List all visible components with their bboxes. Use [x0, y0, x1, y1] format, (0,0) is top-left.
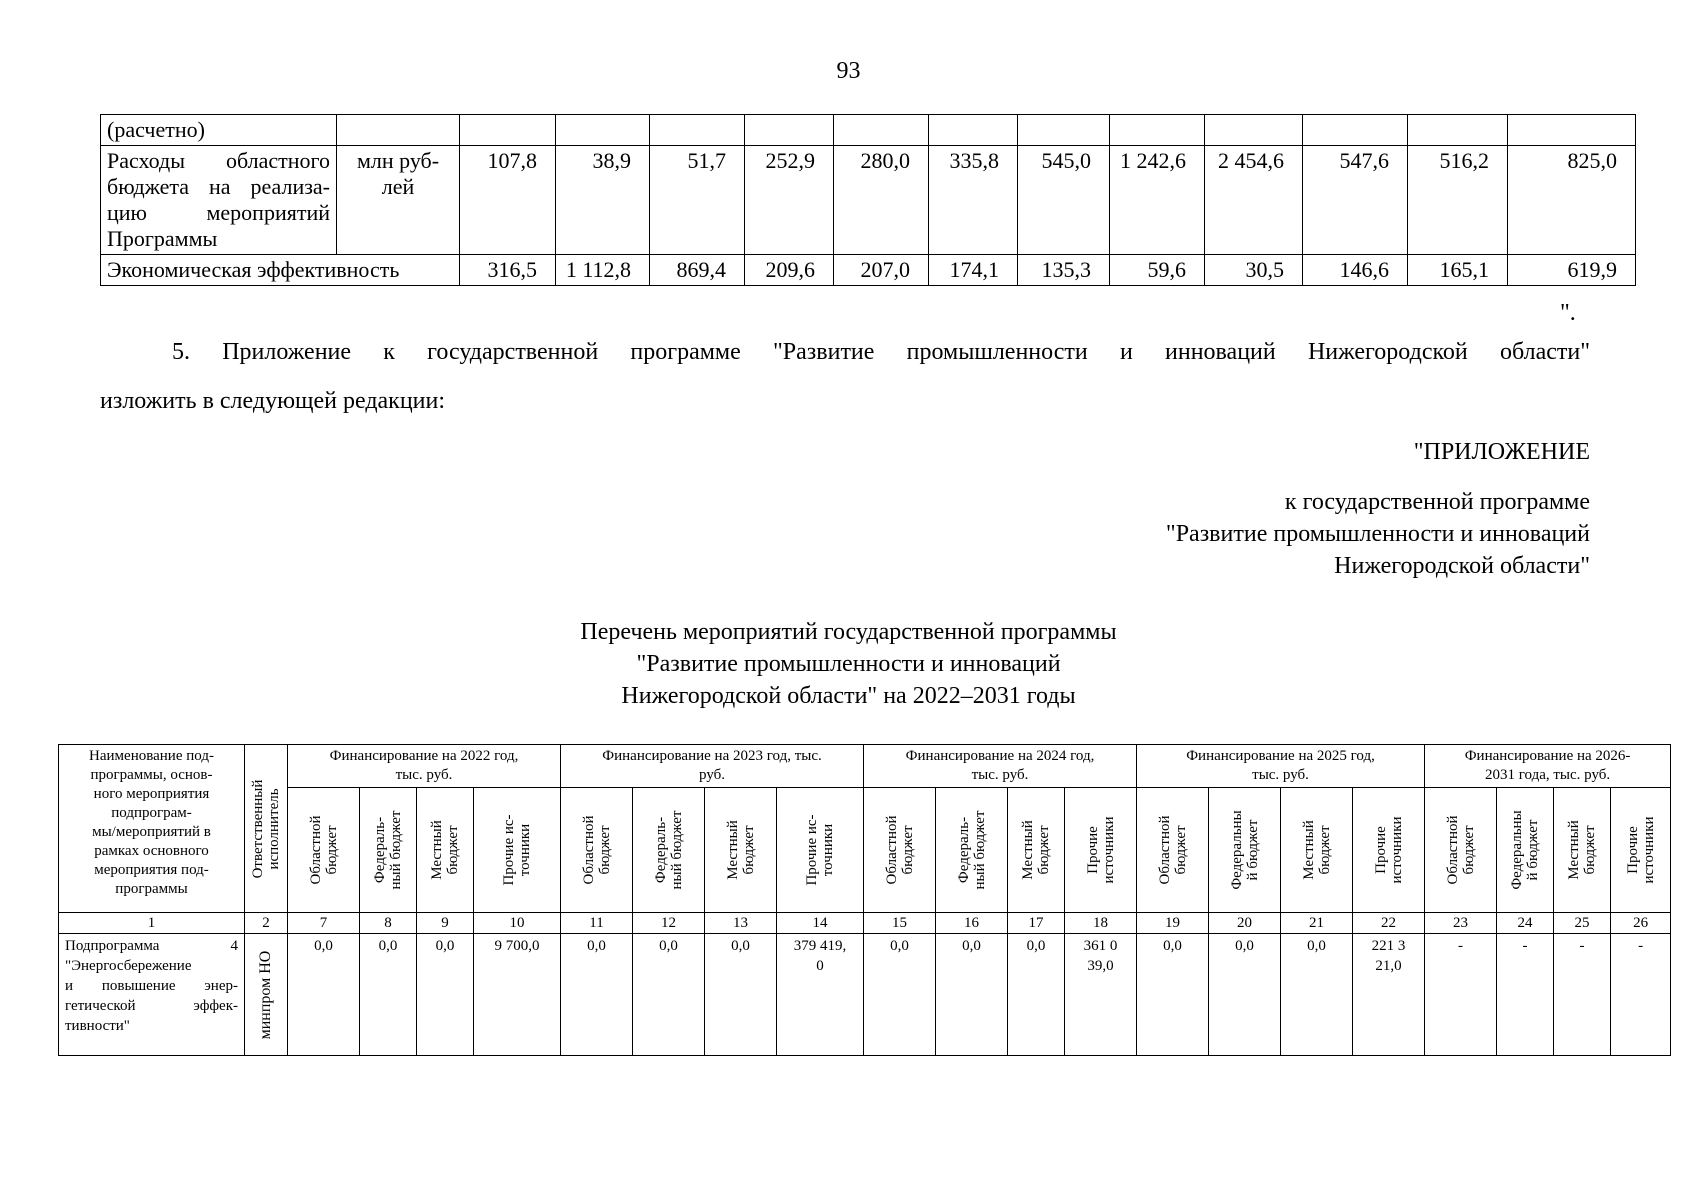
table-cell	[337, 115, 460, 146]
value-cell: 30,5	[1205, 255, 1303, 286]
subheader-line: Местный	[429, 820, 445, 880]
efficiency-table	[100, 114, 1636, 286]
subheader-text	[956, 811, 988, 890]
table-row	[101, 255, 1636, 286]
list-title	[0, 616, 1697, 712]
list-title-line: "Развитие промышленности и инноваций	[636, 651, 1061, 677]
value-line: -	[1458, 938, 1464, 954]
column-number: 21	[1281, 913, 1353, 934]
closing-quote: ".	[1560, 300, 1576, 326]
subheader-text	[1157, 815, 1189, 884]
column-number: 18	[1065, 913, 1137, 934]
appendix-heading: "ПРИЛОЖЕНИЕ	[1413, 439, 1590, 465]
group-header	[864, 745, 1137, 788]
subheader-cell	[561, 788, 633, 913]
subheader-line: Федераль-	[372, 816, 388, 884]
subheader-line: Областной	[883, 815, 900, 885]
name-header-line: мы/мероприятий в	[92, 824, 211, 840]
table-cell	[1303, 115, 1408, 146]
subheader-line: источники	[1640, 816, 1657, 884]
value-line: -	[1638, 938, 1644, 954]
subheader-text	[1509, 810, 1541, 889]
subheader-text	[1445, 815, 1477, 884]
subheader-line: Местный	[1566, 820, 1583, 880]
value-cell: 252,9	[745, 146, 834, 255]
row-label-cell: (расчетно)	[101, 115, 337, 146]
subheader-line: Прочие ис-	[804, 814, 821, 886]
measures-table	[58, 744, 1671, 1056]
subheader-line: Местный	[724, 820, 741, 880]
value-cell	[1008, 934, 1065, 1056]
value-line: 0,0	[1307, 938, 1326, 954]
subheader-line: ный бюджет	[668, 810, 685, 890]
value-line: 21,0	[1375, 958, 1402, 974]
value-cell	[864, 934, 936, 1056]
unit-line: млн руб-	[356, 148, 440, 173]
list-title-line: Перечень мероприятий государственной программы	[580, 619, 1117, 645]
value-cell	[1611, 934, 1671, 1056]
group-header-line: руб.	[699, 767, 726, 783]
appendix-subheading	[1166, 486, 1590, 582]
subheader-cell	[288, 788, 360, 913]
column-number-row	[59, 913, 1671, 934]
subheader-line: источники	[1100, 816, 1117, 884]
value-line: 0,0	[731, 938, 750, 954]
subheader-cell	[1281, 788, 1353, 913]
subheader-text	[1085, 816, 1117, 883]
subheader-line: бюджет	[596, 825, 613, 875]
value-cell: 146,6	[1303, 255, 1408, 286]
column-number: 24	[1497, 913, 1554, 934]
page-number: 93	[836, 58, 861, 84]
subheader-line: бюджет	[1460, 825, 1477, 875]
column-number: 13	[705, 913, 777, 934]
paragraph-line-2: изложить в следующей редакции:	[100, 388, 446, 414]
column-number: 9	[417, 913, 474, 934]
group-header-line: тыс. руб.	[971, 767, 1029, 783]
column-number: 1	[59, 913, 245, 934]
subprogram-name-cell	[59, 934, 245, 1056]
table-cell	[834, 115, 929, 146]
appendix-subheading-line: Нижегородской области"	[1334, 553, 1590, 579]
value-cell: 38,9	[556, 146, 650, 255]
subheader-text	[1625, 816, 1657, 883]
column-number: 20	[1209, 913, 1281, 934]
subheader-line: бюджет	[899, 825, 916, 875]
subheader-text	[804, 814, 836, 885]
column-number: 10	[474, 913, 561, 934]
row-label-line: Программы	[107, 226, 218, 251]
subheader-line: бюджет	[1036, 825, 1053, 875]
subheader-line: бюджет	[1172, 825, 1189, 875]
value-line: 379 419,	[793, 938, 847, 954]
subheader-text	[1566, 820, 1598, 880]
name-header-line: Наименование под-	[89, 748, 214, 764]
subheader-line: Федераль-	[652, 816, 669, 884]
name-header-line: подпрограм-	[111, 805, 192, 821]
value-cell: 316,5	[460, 255, 556, 286]
value-cell: 280,0	[834, 146, 929, 255]
executor-header-line: исполнитель	[266, 787, 282, 870]
executor-text: минпром НО	[257, 950, 274, 1039]
value-line: 9 700,0	[494, 938, 540, 954]
subheader-line: Областной	[307, 815, 324, 885]
value-line: 0,0	[587, 938, 606, 954]
group-header	[1137, 745, 1425, 788]
subheader-line: ный бюджет	[388, 810, 404, 890]
subheader-text	[372, 811, 404, 890]
subheader-line: Федераль-	[955, 816, 972, 884]
value-cell	[777, 934, 864, 1056]
subprogram-name-line: тивности"	[65, 1018, 130, 1034]
value-line: 221 3	[1371, 938, 1406, 954]
table-cell	[460, 115, 556, 146]
table-cell	[1110, 115, 1205, 146]
subheader-line: источники	[1388, 816, 1405, 884]
subheader-line: Местный	[1020, 820, 1037, 880]
row-label-cell: Экономическая эффективность	[101, 255, 460, 286]
subheader-text	[581, 815, 613, 884]
unit-cell	[337, 146, 460, 255]
subheader-text	[884, 815, 916, 884]
value-cell: 619,9	[1508, 255, 1636, 286]
value-cell	[1065, 934, 1137, 1056]
column-number: 22	[1353, 913, 1425, 934]
value-cell	[288, 934, 360, 1056]
column-number: 12	[633, 913, 705, 934]
column-number: 16	[936, 913, 1008, 934]
name-header-line: программы, основ-	[90, 767, 213, 783]
value-cell: 59,6	[1110, 255, 1205, 286]
row-label-line: цию мероприятий	[107, 200, 330, 225]
subheader-cell	[777, 788, 864, 913]
subheader-cell	[864, 788, 936, 913]
unit-line: лей	[381, 174, 415, 199]
subheader-cell	[1353, 788, 1425, 913]
column-number: 15	[864, 913, 936, 934]
subheader-cell	[1137, 788, 1209, 913]
table-cell	[650, 115, 745, 146]
value-cell: 107,8	[460, 146, 556, 255]
value-line: 0,0	[1235, 938, 1254, 954]
executor-cell	[245, 934, 288, 1056]
subheader-cell	[1065, 788, 1137, 913]
subheader-cell	[474, 788, 561, 913]
value-cell	[633, 934, 705, 1056]
value-line: 361 0	[1083, 938, 1118, 954]
value-cell	[1554, 934, 1611, 1056]
subheader-text	[1229, 810, 1261, 889]
column-number: 17	[1008, 913, 1065, 934]
subheader-cell	[1425, 788, 1497, 913]
name-header-line: рамках основного	[94, 843, 209, 859]
subheader-line: Областной	[1156, 815, 1173, 885]
row-label-line: Расходы областного	[107, 148, 330, 173]
subheader-line: й бюджет	[1244, 819, 1261, 881]
subheader-cell	[360, 788, 417, 913]
subheader-text	[429, 820, 461, 880]
appendix-subheading-line: "Развитие промышленности и инноваций	[1165, 521, 1590, 547]
table-cell	[929, 115, 1018, 146]
column-number: 8	[360, 913, 417, 934]
value-line: 0	[816, 958, 824, 974]
subheader-cell	[936, 788, 1008, 913]
value-cell	[561, 934, 633, 1056]
subheader-line: Федеральны	[1509, 810, 1526, 890]
value-cell: 51,7	[650, 146, 745, 255]
subheader-line: Прочие	[1084, 826, 1101, 874]
subheader-line: точники	[517, 823, 533, 877]
value-line: 0,0	[1163, 938, 1182, 954]
column-number: 7	[288, 913, 360, 934]
subheader-text	[653, 811, 685, 890]
group-header-line: Финансирование на 2023 год, тыс.	[602, 748, 822, 764]
value-cell: 2 454,6	[1205, 146, 1303, 255]
subheader-text	[501, 814, 533, 885]
value-cell	[1281, 934, 1353, 1056]
subheader-cell	[633, 788, 705, 913]
group-header-line: Финансирование на 2024 год,	[905, 748, 1095, 764]
subheader-line: ный бюджет	[971, 810, 988, 890]
table-cell	[745, 115, 834, 146]
subheader-line: Прочие ис-	[501, 814, 517, 886]
subheader-line: Областной	[580, 815, 597, 885]
appendix-subheading-line: к государственной программе	[1284, 489, 1590, 515]
value-cell: 209,6	[745, 255, 834, 286]
name-header-line: мероприятия под-	[94, 862, 209, 878]
value-line: 0,0	[962, 938, 981, 954]
group-header	[1425, 745, 1671, 788]
value-cell	[1425, 934, 1497, 1056]
value-cell: 1 242,6	[1110, 146, 1205, 255]
column-number: 2	[245, 913, 288, 934]
value-cell	[474, 934, 561, 1056]
subheader-cell	[1497, 788, 1554, 913]
subheader-text	[1373, 816, 1405, 883]
header-row	[59, 745, 1671, 788]
value-cell	[360, 934, 417, 1056]
subheader-line: бюджет	[1316, 825, 1333, 875]
table-row	[59, 934, 1671, 1056]
value-line: 0,0	[435, 938, 455, 954]
group-header-line: тыс. руб.	[395, 767, 453, 783]
subheader-cell	[417, 788, 474, 913]
column-number: 26	[1611, 913, 1671, 934]
subheader-line: й бюджет	[1525, 819, 1542, 881]
executor-header-text	[250, 779, 282, 878]
name-header-line: ного мероприятия	[93, 786, 210, 802]
value-cell: 1 112,8	[556, 255, 650, 286]
group-header-line: 2031 года, тыс. руб.	[1484, 767, 1611, 783]
subheader-text	[1020, 820, 1052, 880]
subheader-line: Прочие	[1624, 826, 1641, 874]
value-line: 39,0	[1087, 958, 1114, 974]
value-cell: 135,3	[1018, 255, 1110, 286]
list-title-line: Нижегородской области" на 2022–2031 годы	[621, 683, 1076, 709]
table-cell	[1408, 115, 1508, 146]
group-header-line: Финансирование на 2026-	[1464, 748, 1631, 764]
table-row	[101, 115, 1636, 146]
value-cell: 174,1	[929, 255, 1018, 286]
group-header	[561, 745, 864, 788]
subheader-cell	[1554, 788, 1611, 913]
group-header	[288, 745, 561, 788]
group-header-line: Финансирование на 2025 год,	[1186, 748, 1375, 764]
subheader-line: Федеральны	[1228, 810, 1245, 890]
value-cell: 545,0	[1018, 146, 1110, 255]
subheader-line: бюджет	[445, 825, 461, 875]
executor-header	[245, 745, 288, 913]
value-cell: 335,8	[929, 146, 1018, 255]
name-header	[59, 745, 245, 913]
value-cell	[1353, 934, 1425, 1056]
value-cell: 825,0	[1508, 146, 1636, 255]
value-line: 0,0	[1026, 938, 1046, 954]
value-cell: 516,2	[1408, 146, 1508, 255]
subheader-line: Прочие	[1372, 826, 1389, 874]
value-line: 0,0	[659, 938, 678, 954]
column-number: 11	[561, 913, 633, 934]
subprogram-name-line: "Энергосбережение	[65, 958, 192, 974]
subprogram-name-line: гетической эффек-	[65, 998, 238, 1014]
subheader-line: Областной	[1444, 815, 1461, 885]
value-line: 0,0	[314, 938, 333, 954]
value-cell: 869,4	[650, 255, 745, 286]
executor-header-line: Ответственный	[250, 779, 266, 878]
subheader-cell	[705, 788, 777, 913]
value-cell: 207,0	[834, 255, 929, 286]
table-cell	[1205, 115, 1303, 146]
column-number: 23	[1425, 913, 1497, 934]
value-line: 0,0	[890, 938, 909, 954]
table-cell	[1508, 115, 1636, 146]
subheader-text	[1301, 820, 1333, 880]
name-header-line: программы	[115, 881, 188, 897]
paragraph-line-1: 5. Приложение к государственной программе "Развитие промышленности и инноваций Нижегородской области"	[172, 339, 1590, 365]
value-cell: 165,1	[1408, 255, 1508, 286]
row-label-line: бюджета на реализа-	[107, 174, 330, 199]
subheader-cell	[1611, 788, 1671, 913]
table-cell	[556, 115, 650, 146]
table-cell	[1018, 115, 1110, 146]
table-row	[101, 146, 1636, 255]
value-line: 0,0	[378, 938, 398, 954]
column-number: 19	[1137, 913, 1209, 934]
value-cell: 547,6	[1303, 146, 1408, 255]
subheader-cell	[1008, 788, 1065, 913]
subheader-line: бюджет	[323, 825, 340, 875]
row-label-cell	[101, 146, 337, 255]
value-cell	[417, 934, 474, 1056]
value-line: -	[1522, 938, 1528, 954]
value-cell	[705, 934, 777, 1056]
value-line: -	[1579, 938, 1585, 954]
subheader-cell	[1209, 788, 1281, 913]
subheader-row	[59, 788, 1671, 913]
value-cell	[1209, 934, 1281, 1056]
subheader-text	[725, 820, 757, 880]
subprogram-name-line: Подпрограмма 4	[65, 938, 238, 954]
subprogram-name-line: и повышение энер-	[65, 978, 238, 994]
subheader-text	[308, 815, 340, 884]
column-number: 14	[777, 913, 864, 934]
group-header-line: тыс. руб.	[1252, 767, 1309, 783]
group-header-line: Финансирование на 2022 год,	[329, 748, 519, 764]
column-number: 25	[1554, 913, 1611, 934]
subheader-line: бюджет	[1582, 825, 1599, 875]
value-cell	[1137, 934, 1209, 1056]
subheader-line: Местный	[1300, 820, 1317, 880]
value-cell	[936, 934, 1008, 1056]
subheader-line: точники	[820, 823, 837, 877]
value-cell	[1497, 934, 1554, 1056]
subheader-line: бюджет	[740, 825, 757, 875]
